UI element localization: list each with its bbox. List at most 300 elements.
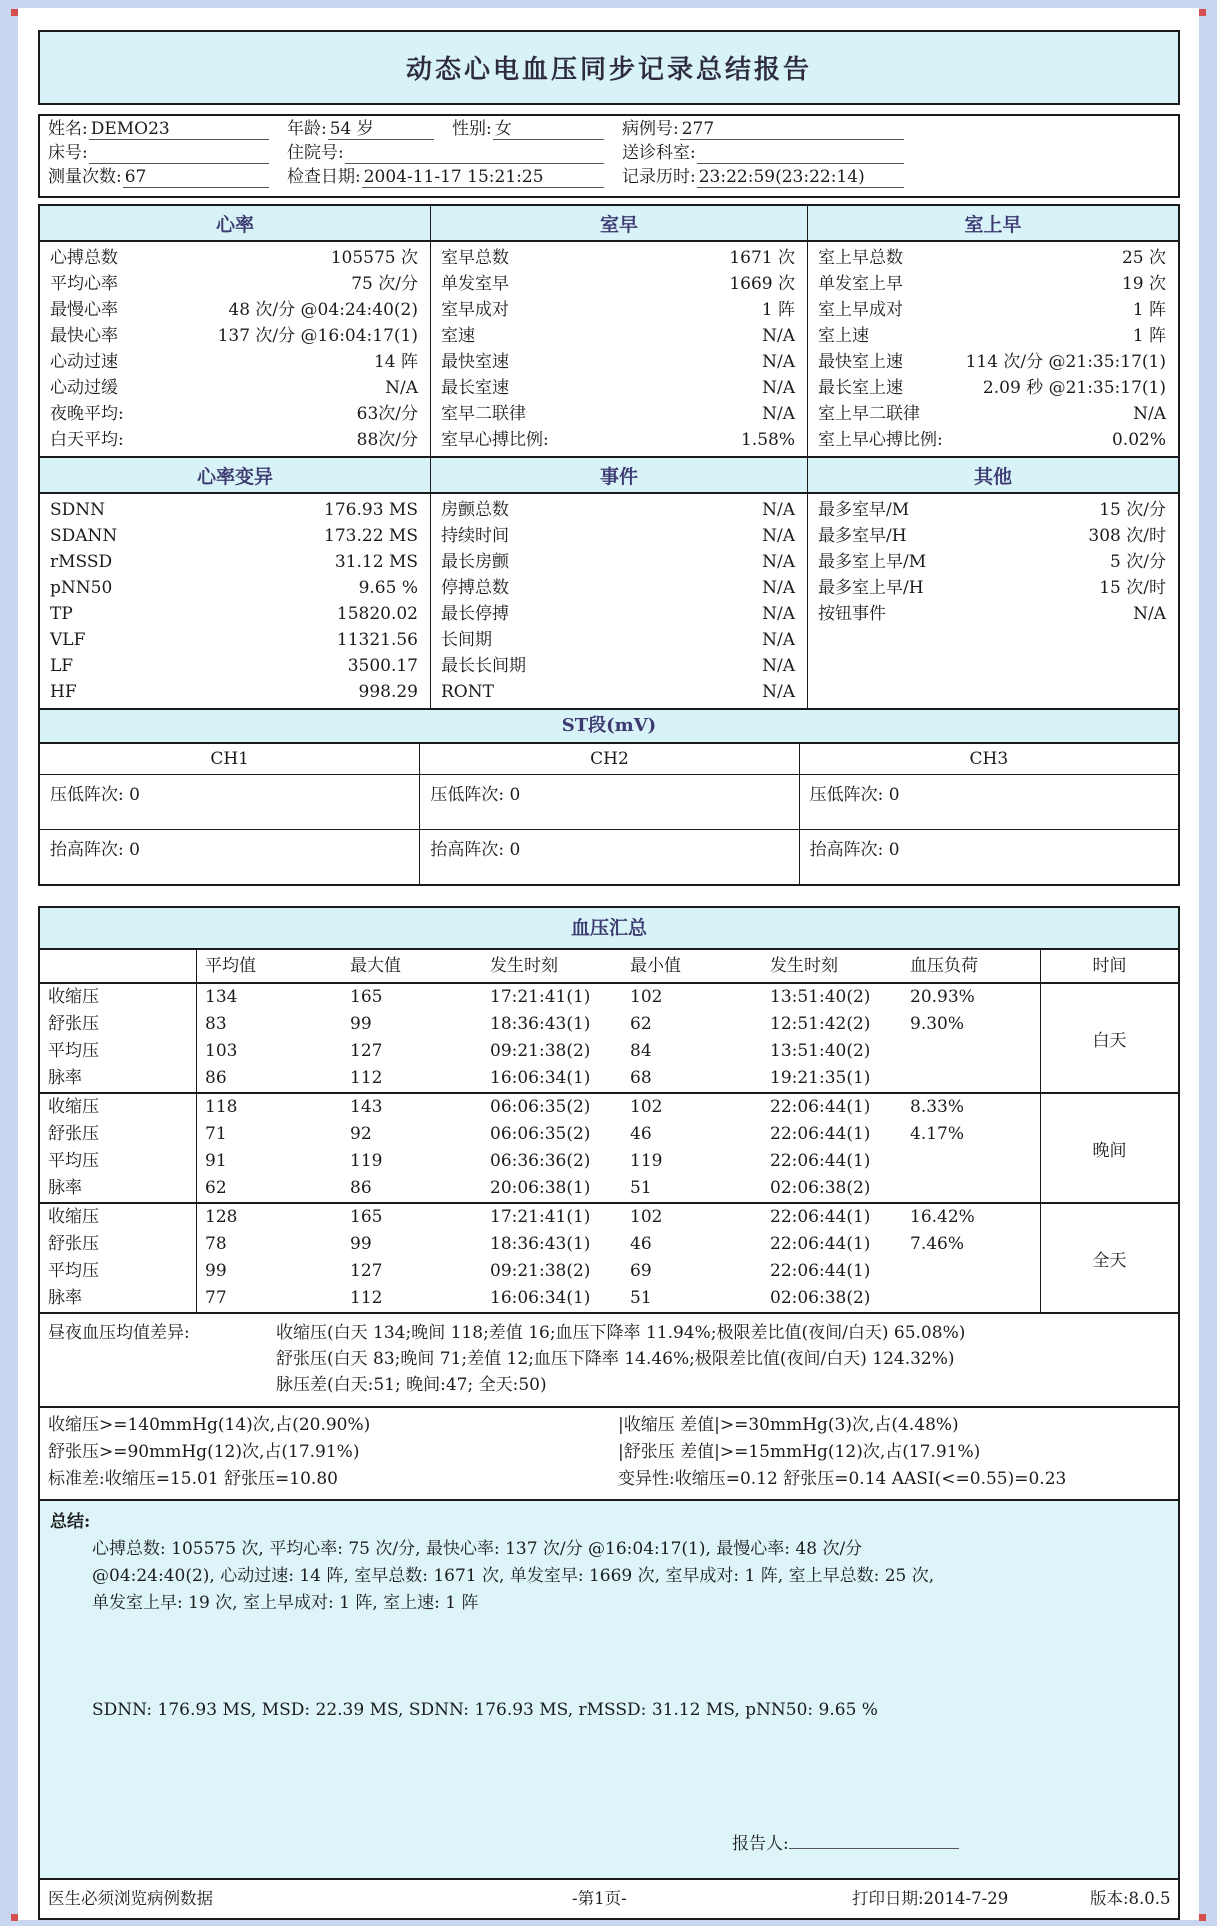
std-deviation: 标准差:收缩压=15.01 舒张压=10.80: [48, 1469, 338, 1489]
diastolic-diff-threshold: |舒张压 差值|>=15mmHg(12)次,占(17.91%): [618, 1442, 981, 1462]
stat-value: 15820.02: [336, 604, 418, 624]
stat-value: 1 阵: [1132, 326, 1166, 346]
stat-row: [808, 627, 1178, 653]
stat-row: [40, 653, 430, 679]
stat-label: pNN50: [50, 578, 113, 598]
registration-mark: [11, 9, 18, 16]
bp-load: 9.30%: [910, 1014, 965, 1034]
bp-load: [902, 1175, 1040, 1202]
bp-avg: 62: [205, 1178, 227, 1198]
bp-param: 舒张压: [40, 1231, 197, 1258]
ecg-stats-table: [38, 204, 1180, 886]
stat-label: rMSSD: [50, 552, 113, 572]
section-header-row: [40, 206, 1178, 242]
bp-param: 脉率: [40, 1285, 197, 1312]
stat-value: N/A: [762, 326, 795, 346]
stat-row: [431, 427, 807, 453]
registration-mark: [1199, 9, 1206, 16]
field-value: 277: [681, 119, 715, 139]
bp-param: 收缩压: [40, 1204, 197, 1231]
stat-label: 白天平均:: [50, 430, 124, 450]
stat-label: 室上早成对: [818, 300, 903, 320]
bp-min: 69: [630, 1261, 652, 1281]
stat-label: 最多室上早/M: [818, 552, 927, 572]
stat-label: 最多室早/M: [818, 500, 910, 520]
stat-row: [431, 523, 807, 549]
bp-max-time: 09:21:38(2): [490, 1261, 591, 1281]
stat-value: 63次/分: [356, 404, 418, 424]
bp-load: 7.46%: [910, 1234, 965, 1254]
patient-field-measure-count: [48, 162, 287, 191]
bp-min-time: 22:06:44(1): [770, 1097, 871, 1117]
bp-max: 86: [350, 1178, 372, 1198]
conclusion-line: 单发室上早: 19 次, 室上早成对: 1 阵, 室上速: 1 阵: [92, 1593, 479, 1613]
bp-avg: 83: [205, 1014, 227, 1034]
st-row-label: 抬高阵次:: [50, 840, 124, 860]
stat-value: 1.58%: [740, 430, 795, 450]
stat-value: 1 阵: [1132, 300, 1166, 320]
bp-min: 102: [630, 987, 663, 1007]
stat-row: [808, 653, 1178, 679]
stat-value: 998.29: [358, 682, 418, 702]
stat-label: 最多室早/H: [818, 526, 907, 546]
bp-max-time: 17:21:41(1): [490, 1207, 591, 1227]
diff-lines: [276, 1320, 965, 1398]
stat-value: 173.22 MS: [324, 526, 418, 546]
stat-row: [40, 497, 430, 523]
stat-label: 最长长间期: [441, 656, 526, 676]
stat-value: 25 次: [1121, 248, 1166, 268]
stat-label: 室早心搏比例:: [441, 430, 549, 450]
stat-label: SDANN: [50, 526, 118, 546]
bp-max-time: 16:06:34(1): [490, 1288, 591, 1308]
section-header-svpb: 室上早: [807, 206, 1178, 240]
bp-min-time: 22:06:44(1): [770, 1261, 871, 1281]
bp-min: 51: [630, 1288, 652, 1308]
bp-column-header-row: [40, 950, 1178, 984]
diff-line-diastolic: 舒张压(白天 83;晚间 71;差值 12;血压下降率 14.46%;极限差比值(夜间/白天) 124.32%): [276, 1349, 955, 1369]
stat-row: [808, 323, 1178, 349]
patient-row: [48, 167, 1170, 191]
stat-label: 最快室速: [441, 352, 509, 372]
stats-grid-2: [40, 494, 1178, 708]
stat-value: 105575 次: [330, 248, 418, 268]
field-label: 病例号:: [622, 119, 679, 139]
st-channel-row: [40, 744, 1178, 775]
bp-min-time: 22:06:44(1): [770, 1124, 871, 1144]
bp-min-time: 12:51:42(2): [770, 1014, 871, 1034]
stat-value: 2.09 秒 @21:35:17(1): [982, 378, 1166, 398]
stat-value: 1 阵: [761, 300, 795, 320]
stat-value: N/A: [762, 526, 795, 546]
st-depression-row: [40, 775, 1178, 829]
bp-load: 20.93%: [910, 987, 975, 1007]
bp-load: 4.17%: [910, 1124, 965, 1144]
stat-row: [808, 375, 1178, 401]
stat-label: 平均心率: [50, 274, 118, 294]
stat-label: 单发室早: [441, 274, 509, 294]
threshold-row: [40, 1439, 1178, 1466]
bp-col-max-time: 发生时刻: [490, 956, 558, 976]
bp-load: 8.33%: [910, 1097, 965, 1117]
bp-max-time: 18:36:43(1): [490, 1234, 591, 1254]
stat-row: [431, 601, 807, 627]
stat-label: 室早二联律: [441, 404, 526, 424]
stat-row: [40, 575, 430, 601]
stat-label: 室早成对: [441, 300, 509, 320]
field-value: 2004-11-17 15:21:25: [363, 167, 544, 187]
stat-value: 3500.17: [347, 656, 418, 676]
conclusion-line: @04:24:40(2), 心动过速: 14 阵, 室早总数: 1671 次, 单发室早: 1669 次, 室早成对: 1 阵, 室上早总数: 25 次,: [92, 1566, 935, 1586]
st-channel: CH2: [419, 744, 798, 774]
field-value: 54 岁: [329, 119, 374, 139]
bp-min-time: 22:06:44(1): [770, 1207, 871, 1227]
bp-max-time: 17:21:41(1): [490, 987, 591, 1007]
bp-max: 143: [350, 1097, 383, 1117]
reporter-signature-line: [789, 1829, 959, 1849]
stats-grid-1: [40, 242, 1178, 456]
bp-load: [902, 1038, 1040, 1065]
section-header-events: 事件: [430, 458, 807, 492]
bp-avg: 77: [205, 1288, 227, 1308]
stat-label: 单发室上早: [818, 274, 903, 294]
stat-row: [431, 349, 807, 375]
bp-param: 平均压: [40, 1258, 197, 1285]
stat-row: [431, 679, 807, 705]
stat-row: [40, 679, 430, 705]
svpb-column: [807, 242, 1178, 456]
stat-label: 按钮事件: [818, 604, 886, 624]
bp-min-time: 13:51:40(2): [770, 987, 871, 1007]
section-header-bp: 血压汇总: [40, 908, 1178, 950]
field-label: 检查日期:: [287, 167, 361, 187]
field-value: 67: [124, 167, 147, 187]
bp-max-time: 20:06:38(1): [490, 1178, 591, 1198]
stat-row: [431, 653, 807, 679]
st-cell: [419, 775, 798, 829]
bp-avg: 134: [205, 987, 238, 1007]
stat-row: [808, 427, 1178, 453]
bp-min-time: 22:06:44(1): [770, 1234, 871, 1254]
stat-value: 0.02%: [1111, 430, 1166, 450]
reporter-label: 报告人:: [732, 1834, 789, 1854]
stat-value: N/A: [1133, 604, 1166, 624]
bp-period: 全天: [1040, 1204, 1178, 1312]
st-channel: CH3: [799, 744, 1178, 774]
reporter-row: [50, 1829, 1168, 1854]
section-header-st: ST段(mV): [40, 708, 1178, 744]
bp-max: 99: [350, 1014, 372, 1034]
stat-row: [40, 627, 430, 653]
stat-label: 最快室上速: [818, 352, 903, 372]
stat-row: [40, 271, 430, 297]
bp-min: 51: [630, 1178, 652, 1198]
stat-row: [808, 497, 1178, 523]
bp-col-avg: 平均值: [205, 956, 256, 976]
stat-row: [431, 297, 807, 323]
footer-version: 版本:8.0.5: [1090, 1889, 1171, 1908]
hrv-summary-line: SDNN: 176.93 MS, MSD: 22.39 MS, SDNN: 176.93 MS, rMSSD: 31.12 MS, pNN50: 9.65 %: [92, 1700, 878, 1720]
bp-min: 46: [630, 1124, 652, 1144]
st-row-value: 0: [129, 840, 140, 860]
bp-load: 16.42%: [910, 1207, 975, 1227]
st-row-value: 0: [129, 785, 140, 805]
field-value: 23:22:59(23:22:14): [698, 167, 865, 187]
st-row-value: 0: [888, 785, 900, 805]
stat-label: 室早总数: [441, 248, 509, 268]
bp-param: 平均压: [40, 1038, 197, 1065]
stat-value: 308 次/时: [1088, 526, 1166, 546]
bp-avg: 99: [205, 1261, 227, 1281]
bp-col-load: 血压负荷: [910, 956, 978, 976]
stat-value: 176.93 MS: [324, 500, 418, 520]
st-cell: [40, 830, 419, 884]
stat-label: 心动过缓: [50, 378, 118, 398]
stat-value: N/A: [762, 682, 795, 702]
section-header-row: [40, 456, 1178, 494]
stat-row: [431, 401, 807, 427]
stat-value: N/A: [762, 656, 795, 676]
bp-param: 收缩压: [40, 1094, 197, 1121]
threshold-stats-section: [40, 1406, 1178, 1499]
st-row-label: 抬高阵次:: [809, 840, 884, 860]
st-row-value: 0: [888, 840, 900, 860]
field-value: DEMO23: [90, 119, 170, 139]
bp-avg: 78: [205, 1234, 227, 1254]
field-label: 年龄:: [287, 119, 327, 139]
field-value: 女: [494, 119, 512, 139]
field-value: [697, 143, 699, 163]
bp-param: 舒张压: [40, 1121, 197, 1148]
stat-row: [431, 627, 807, 653]
stat-label: 最快心率: [50, 326, 118, 346]
stat-row: [431, 245, 807, 271]
stat-value: 114 次/分 @21:35:17(1): [965, 352, 1166, 372]
bp-load: [902, 1148, 1040, 1175]
stat-row: [808, 349, 1178, 375]
stat-label: 停搏总数: [441, 578, 509, 598]
stat-label: RONT: [441, 682, 494, 702]
bp-load: [902, 1258, 1040, 1285]
stat-value: 1671 次: [729, 248, 795, 268]
stat-label: 最长房颤: [441, 552, 509, 572]
systolic-threshold: 收缩压>=140mmHg(14)次,占(20.90%): [48, 1415, 371, 1435]
stat-value: 137 次/分 @16:04:17(1): [217, 326, 418, 346]
registration-mark: [1199, 1914, 1206, 1921]
bp-max: 165: [350, 987, 383, 1007]
bp-min-time: 13:51:40(2): [770, 1041, 871, 1061]
stat-label: 最多室上早/H: [818, 578, 924, 598]
stat-row: [40, 523, 430, 549]
title-box: [38, 30, 1180, 105]
stat-row: [40, 601, 430, 627]
st-row-label: 压低阵次:: [809, 785, 884, 805]
stat-label: 室上早心搏比例:: [818, 430, 943, 450]
stat-value: N/A: [762, 352, 795, 372]
bp-min-time: 19:21:35(1): [770, 1068, 871, 1088]
bp-max: 92: [350, 1124, 372, 1144]
stat-row: [808, 523, 1178, 549]
stat-label: 心搏总数: [50, 248, 118, 268]
stat-label: 最慢心率: [50, 300, 118, 320]
pvc-column: [430, 242, 807, 456]
bp-summary-table: [38, 906, 1180, 1920]
stat-label: 最长停搏: [441, 604, 509, 624]
stat-label: 夜晚平均:: [50, 404, 124, 424]
diff-label: 昼夜血压均值差异:: [48, 1323, 190, 1343]
field-label: 住院号:: [287, 143, 344, 163]
stat-row: [40, 349, 430, 375]
stat-row: [40, 245, 430, 271]
bp-min: 46: [630, 1234, 652, 1254]
bp-col-period: 时间: [1040, 950, 1178, 982]
field-label: 送诊科室:: [622, 143, 696, 163]
registration-mark: [11, 1914, 18, 1921]
stat-label: 室上速: [818, 326, 869, 346]
variability-aasi: 变异性:收缩压=0.12 舒张压=0.14 AASI(<=0.55)=0.23: [618, 1469, 1067, 1489]
st-elevation-row: [40, 829, 1178, 884]
bp-max-time: 06:06:35(2): [490, 1124, 591, 1144]
bp-max: 112: [350, 1068, 383, 1088]
section-header-hrv: 心率变异: [196, 465, 273, 488]
stat-value: N/A: [762, 500, 795, 520]
bp-col-min: 最小值: [630, 956, 681, 976]
bp-max: 127: [350, 1261, 383, 1281]
stat-row: [808, 245, 1178, 271]
patient-info-box: [38, 114, 1180, 198]
st-row-label: 压低阵次:: [50, 785, 124, 805]
stat-row: [808, 575, 1178, 601]
st-cell: [419, 830, 798, 884]
patient-field-exam-date: [287, 162, 622, 191]
stat-label: 房颤总数: [441, 500, 509, 520]
stat-label: 最长室速: [441, 378, 509, 398]
stat-value: 1669 次: [729, 274, 795, 294]
field-label: 姓名:: [48, 119, 88, 139]
bp-avg: 103: [205, 1041, 238, 1061]
stat-value: 88次/分: [356, 430, 418, 450]
bp-max: 165: [350, 1207, 383, 1227]
stat-label: HF: [50, 682, 77, 702]
stat-label: 最长室上速: [818, 378, 903, 398]
bp-max: 112: [350, 1288, 383, 1308]
bp-period: 白天: [1040, 984, 1178, 1092]
stat-row: [808, 271, 1178, 297]
footer-print-date: 打印日期:2014-7-29: [852, 1889, 1009, 1908]
bp-avg: 128: [205, 1207, 238, 1227]
bp-param: 舒张压: [40, 1011, 197, 1038]
stat-value: 14 阵: [373, 352, 418, 372]
stat-value: 48 次/分 @04:24:40(2): [228, 300, 418, 320]
bp-group-fullday: [40, 1202, 1178, 1312]
stat-value: N/A: [762, 604, 795, 624]
bp-min: 84: [630, 1041, 652, 1061]
heart-rate-column: [40, 242, 430, 456]
stat-value: N/A: [762, 552, 795, 572]
st-row-value: 0: [509, 785, 521, 805]
st-cell: [40, 775, 419, 829]
bp-max-time: 06:36:36(2): [490, 1151, 591, 1171]
stat-row: [40, 401, 430, 427]
section-header-pvc: 室早: [430, 206, 807, 240]
section-header-other: 其他: [807, 458, 1178, 492]
stat-label: 室上早总数: [818, 248, 903, 268]
bp-avg: 86: [205, 1068, 227, 1088]
field-label: 床号:: [48, 143, 88, 163]
diastolic-threshold: 舒张压>=90mmHg(12)次,占(17.91%): [48, 1442, 360, 1462]
threshold-row: [40, 1412, 1178, 1439]
bp-min-time: 02:06:38(2): [770, 1288, 871, 1308]
other-column: [807, 494, 1178, 708]
bp-avg: 118: [205, 1097, 238, 1117]
stat-value: N/A: [385, 378, 418, 398]
stat-value: 31.12 MS: [334, 552, 418, 572]
threshold-row: [40, 1466, 1178, 1493]
bp-min-time: 22:06:44(1): [770, 1151, 871, 1171]
stat-row: [431, 375, 807, 401]
footer-notice: 医生必须浏览病例数据: [48, 1889, 213, 1908]
stat-row: [808, 297, 1178, 323]
stat-value: 75 次/分: [351, 274, 418, 294]
stat-value: N/A: [762, 578, 795, 598]
stat-label: TP: [50, 604, 73, 624]
stat-label: 室上早二联律: [818, 404, 920, 424]
bp-period: 晚间: [1040, 1094, 1178, 1202]
field-label: 测量次数:: [48, 167, 122, 187]
bp-max-time: 06:06:35(2): [490, 1097, 591, 1117]
bp-avg: 91: [205, 1151, 227, 1171]
bp-min: 68: [630, 1068, 652, 1088]
stat-value: N/A: [762, 630, 795, 650]
stat-row: [431, 549, 807, 575]
footer-page-number: -第1页-: [572, 1889, 627, 1908]
bp-max-time: 18:36:43(1): [490, 1014, 591, 1034]
stat-label: SDNN: [50, 500, 106, 520]
bp-param: 收缩压: [40, 984, 197, 1011]
stat-value: 15 次/时: [1099, 578, 1166, 598]
stat-label: 持续时间: [441, 526, 509, 546]
bp-min: 62: [630, 1014, 652, 1034]
report-title: 动态心电血压同步记录总结报告: [405, 55, 812, 85]
st-cell: [799, 830, 1178, 884]
st-cell: [799, 775, 1178, 829]
stat-row: [40, 427, 430, 453]
stat-label: VLF: [50, 630, 86, 650]
stat-value: 9.65 %: [358, 578, 418, 598]
stat-label: LF: [50, 656, 74, 676]
bp-min: 102: [630, 1207, 663, 1227]
patient-field-record-duration: [622, 162, 922, 191]
conclusion-label: 总结:: [50, 1512, 91, 1532]
bp-min-time: 02:06:38(2): [770, 1178, 871, 1198]
stat-row: [808, 679, 1178, 705]
stat-value: N/A: [762, 404, 795, 424]
bp-col-min-time: 发生时刻: [770, 956, 838, 976]
bp-param: 脉率: [40, 1175, 197, 1202]
bp-min: 102: [630, 1097, 663, 1117]
diff-line-pulse-pressure: 脉压差(白天:51; 晚间:47; 全天:50): [276, 1375, 547, 1395]
day-night-diff-section: [40, 1312, 1178, 1406]
stat-row: [40, 375, 430, 401]
bp-max-time: 09:21:38(2): [490, 1041, 591, 1061]
conclusion-line: 心搏总数: 105575 次, 平均心率: 75 次/分, 最快心率: 137 次/分 @16:04:17(1), 最慢心率: 48 次/分: [92, 1539, 863, 1559]
stat-row: [40, 549, 430, 575]
st-channel: CH1: [210, 749, 249, 769]
st-row-label: 抬高阵次:: [430, 840, 505, 860]
hrv-column: [40, 494, 430, 708]
stat-row: [808, 549, 1178, 575]
stat-label: 长间期: [441, 630, 492, 650]
